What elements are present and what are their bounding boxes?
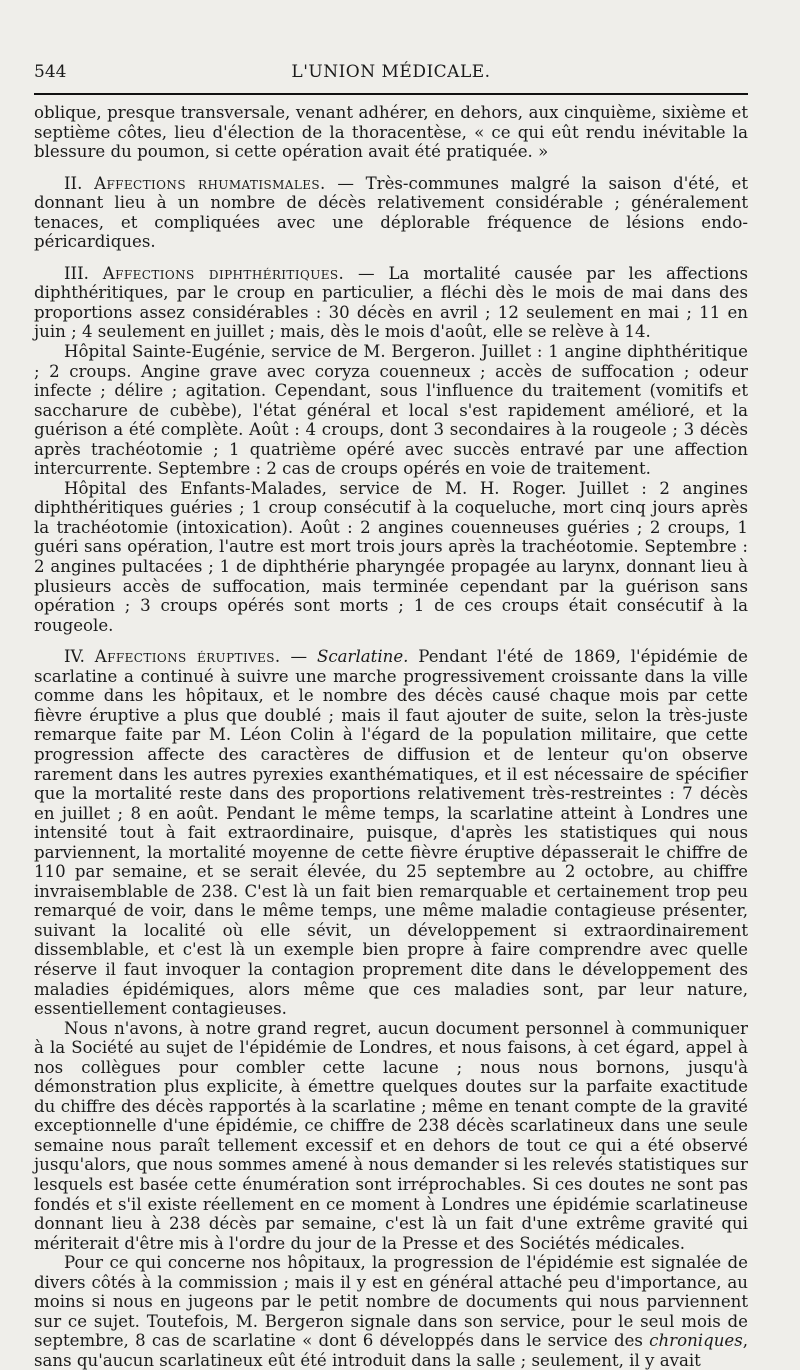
paragraph-rhumatismales: II. Affections rhumatismales. — Très-communes malgré la saison d'été, et donnant lieu à un nombre de décès relativement considérable ; généralement tenaces, et compliquées avec une déplorable fréquence de lésions endo-péricardiques. (34, 173, 748, 252)
paragraph-eruptives: IV. Affections éruptives. — Scarlatine. Pendant l'été de 1869, l'épidémie de scarlatine a continué à suivre une marche progressivement croissante dans la ville comme dans les hôpitaux, et le nombre des décès causé chaque mois par cette fièvre éruptive a plus que doublé ; mais il faut ajouter de suite, selon la très-juste remarque faite par M. Léon Colin à l'égard de la population militaire, que cette progression affecte des caractères de diffusion et de lenteur qu'on observe rarement dans les autres pyrexies exanthématiques, et il est nécessaire de spécifier que la mortalité reste dans des proportions relativement très-restreintes : 7 décès en juillet ; 8 en août. Pendant le même temps, la scarlatine atteint à Londres une intensité tout à fait extraordinaire, puisque, d'après les statistiques qui nous parviennent, la mortalité moyenne de cette fièvre éruptive dépasserait le chiffre de 110 par semaine, et se serait élevée, du 25 septembre au 2 octobre, au chiffre invraisemblable de 238. C'est là un fait bien remarquable et certainement trop peu remarqué de voir, dans le même temps, une même maladie contagieuse présenter, suivant la localité où elle sévit, un développement si extraordinairement dissemblable, et c'est là un exemple bien propre à faire comprendre avec quelle réserve il faut invoquer la contagion proprement dite dans le développement des maladies épidémiques, alors même que ces maladies sont, par leur nature, essentiellement contagieuses. (34, 647, 748, 1019)
paragraph-continuation: oblique, presque transversale, venant adhérer, en dehors, aux cinquième, sixième et septième côtes, lieu d'élection de la thoracentèse, « ce qui eût rendu inévitable la blessure du poumon, si cette opération avait été pratiquée. » (34, 103, 748, 162)
section-heading: Affections diphthéritiques. (102, 263, 345, 283)
paragraph-londres: Nous n'avons, à notre grand regret, aucun document personnel à communiquer à la Société au sujet de l'épidémie de Londres, et nous faisons, à cet égard, appel à nos collègues pour combler cette lacune ; nous nous bornons, jusqu'à démonstration plus explicite, à émettre quelques doutes sur la parfaite exactitude du chiffre des décès rapportés à la scarlatine ; même en tenant compte de la gravité exceptionnelle d'une épidémie, ce chiffre de 238 décès scarlatineux dans une seule semaine nous paraît tellement excessif et en dehors de tout ce qui a été observé jusqu'alors, que nous sommes amené à nous demander si les relevés statistiques sur lesquels est basée cette énumération sont irréprochables. Si ces doutes ne sont pas fondés et s'il existe réellement en ce moment à Londres une épidémie scarlatineuse donnant lieu à 238 décès par semaine, c'est là un fait d'une extrême gravité qui mériterait d'être mis à l'ordre du jour de la Presse et des Sociétés médicales. (34, 1018, 748, 1253)
paragraph-diphtheritiques: III. Affections diphthéritiques. — La mortalité causée par les affections diphthéritiques, par le croup en particulier, a fléchi dès le mois de mai dans des proportions assez considérables : 30 décès en avril ; 12 seulement en mai ; 11 en juin ; 4 seulement en juillet ; mais, dès le mois d'août, elle se relève à 14. (34, 263, 749, 342)
section-heading: Affections éruptives. (94, 647, 281, 667)
paragraph-enfants-malades: Hôpital des Enfants-Malades, service de M. H. Roger. Juillet : 2 angines diphthéritiques guéries ; 1 croup consécutif à la coqueluche, mort cinq jours après la trachéotomie (intoxication). Août : 2 angines couenneuses guéries ; 2 croups, 1 guéri sans opération, l'autre est mort trois jours après la trachéotomie. Septembre : 2 angines pultacées ; 1 de diphthérie pharyngée propagée au larynx, donnant lieu à plusieurs accès de suffocation, mais terminée cependant par la guérison sans opération ; 3 croups opérés sont morts ; 1 de ces croups était consécutif à la rougeole. (34, 478, 748, 635)
running-header (34, 62, 748, 90)
section-heading: Affections rhumatismales. (94, 173, 326, 193)
page-number: 544 (34, 62, 67, 82)
paragraph-hopitaux: Pour ce qui concerne nos hôpitaux, la progression de l'épidémie est signalée de divers côtés à la commission ; mais il y est en général attaché peu d'importance, au moins si nous en jugeons par le petit nombre de documents qui nous parviennent sur ce sujet. Toutefois, M. Bergeron signale dans son service, pour le seul mois de septembre, 8 cas de scarlatine « dont 6 développés dans le service des chroniques, sans qu'aucun scarlatineux eût été introduit dans la salle ; seulement, il y avait (34, 1253, 748, 1370)
paragraph-sainte-eugenie: Hôpital Sainte-Eugénie, service de M. Bergeron. Juillet : 1 angine diphthéritique ; 2 croups. Angine grave avec coryza couenneux ; accès de suffocation ; odeur infecte ; délire ; agitation. Cependant, sous l'influence du traitement (vomitifs et saccharure de cubèbe), l'état général et local s'est rapidement amélioré, et la guérison a été complète. Août : 4 croups, dont 3 secondaires à la rougeole ; 3 décès après trachéotomie ; 1 quatrième opéré avec succès entravé par une affection intercurrente. Septembre : 2 cas de croups opérés en voie de traitement. (34, 342, 748, 479)
header-rule (34, 93, 748, 95)
subsection-title: Scarlatine. (316, 647, 409, 667)
journal-title: L'UNION MÉDICALE. (291, 62, 491, 82)
body-text (34, 103, 748, 1370)
